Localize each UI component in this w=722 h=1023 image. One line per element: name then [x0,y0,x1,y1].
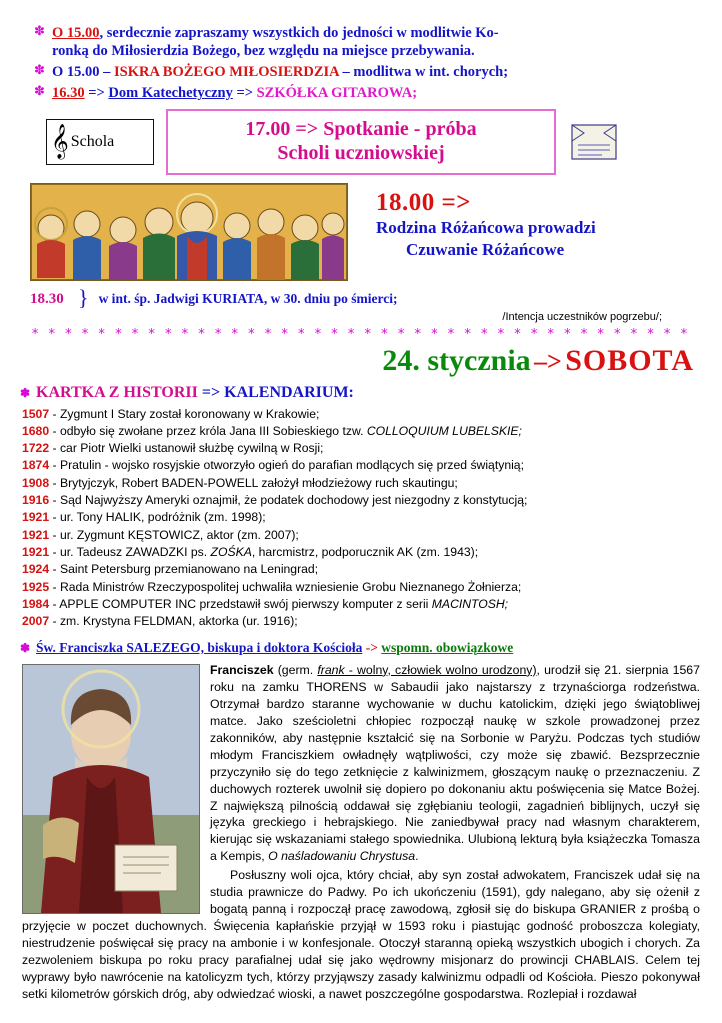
rosary-section [0,183,722,281]
szkolka-title: SZKÓŁKA GITAROWA; [256,85,418,102]
schola-label: Schola [70,132,115,150]
history-year: 2007 [22,614,50,629]
list-item [22,423,722,440]
saint-etym-rest: - wolny, człowiek wolno urodzony) [344,662,537,677]
history-text: - Zygmunt I Stary został koronowany w Krakowie; [49,406,320,421]
history-text: - Rada Ministrów Rzeczypospolitej uchwaliła wzniesienie Grobu Nieznanego Żołnierza; [49,579,522,594]
date-heading [0,344,722,378]
star-separator: * * * * * * * * * * * * * * * * * * * * * * * * * * * * * * * * * * * * * * * * [31,326,691,342]
history-text: - Sąd Najwyższy Ameryki oznajmił, że podatek dochodowy jest niezgodny z konstytucją; [49,493,528,508]
history-heading-b: => [197,383,225,401]
schola-meeting-line1: 17.00 => Spotkanie - próba [245,117,477,140]
intention-text: w int. śp. Jadwigi KURIATA, w 30. dniu po śmierci; [98,290,398,306]
iskra-title: ISKRA BOŻEGO MIŁOSIERDZIA [114,64,339,81]
history-year: 1916 [22,493,50,508]
rosary-time: 18.00 => [376,188,471,216]
list-item [22,579,722,596]
iskra-dash: – [99,64,115,81]
history-year: 1925 [22,579,50,594]
history-year: 1921 [22,510,50,525]
history-year: 1924 [22,562,50,577]
saint-name: Franciszek [210,662,274,677]
history-text: - zm. Krystyna FELDMAN, aktorka (ur. 1916); [49,614,298,629]
scroll-paper-icon [566,119,622,165]
schola-meeting-line2: Scholi uczniowskiej [277,141,445,164]
announcement-iskra [34,63,700,81]
szkolka-place: Dom Katechetyczny [108,85,233,102]
history-text: - ur. Tony HALIK, podróżnik (zm. 1998); [49,510,266,525]
saint-heading-arrow: -> [362,639,382,655]
history-text-italic: ZOŚKA [210,545,252,560]
history-year: 1921 [22,545,50,560]
saint-etym-open: (germ. [273,662,318,677]
schola-section [0,109,722,175]
list-item [22,492,722,509]
history-text: - APPLE COMPUTER INC przedstawił swój pierwszy komputer z serii [49,597,432,612]
koronka-text-2: ronką do Miłosierdzia Bożego, bez względu na miejsce przebywania. [52,43,475,60]
saint-body [0,662,722,1015]
list-item [22,613,722,630]
icon-artwork [30,183,348,281]
rosary-text-block [376,183,596,263]
saint-etym-word: frank [317,662,345,677]
szkolka-arrow-2: => [232,85,257,102]
szkolka-arrow-1: => [84,85,109,102]
history-text: - ur. Zygmunt KĘSTOWICZ, aktor (zm. 2007); [49,527,299,542]
history-text: - odbyło się zwołane przez króla Jana III Sobieskiego tzw. [49,423,367,438]
intention-time: 18.30 [30,290,64,307]
announcement-koronka [34,24,700,60]
history-text-2: , harcmistrz, podporucznik AK (zm. 1943); [251,545,479,560]
announcements-section [0,0,722,103]
saint-paragraph-1-rest: , urodził się 21. sierpnia 1567 roku na zamku THORENS w Sabaudii jako najstarszy z trzynaściorga rodzeństwa. Otrzymał bardzo staranne wychowanie w duchu katolickim, dzięki jego świątobliwej matce. Jako sześcioletni chłopiec rozpoczął naukę w szkole prowadzonej przez zakonników, aby następnie kształcić się na Sorbonie w Paryżu. Podczas tych studiów młodym Franciszkiem owładnęły wątpliwości, czy może się zbawić. Bezsprzecznie przyczyniło się do tego zetknięcie z kalwinizmem, głoszącym naukę o przeznaczeniu. Z duchowych rozterek uwolnił się dopiero po dokonaniu aktu poświęcenia się Matce Bożej. Z największą pilnością oddawał się zgłębianiu teologii, zagadnień biblijnych, uczył się języka greckiego i hebrajskiego. Nie zaniedbywał pracy nad własnym charakterem, kierując się wskazaniami stałego spowiednika. Ulubioną lekturą była książeczka Tomasza a Kempis, [210,662,700,864]
date-arrow: –> [534,346,562,376]
history-heading-a: KARTKA Z HISTORII [36,383,198,401]
announcement-szkolka [34,84,700,102]
saint-book-title: O naśladowaniu Chrystusa [268,849,416,864]
star-bullet-icon: ✽ [20,640,31,655]
list-item [22,509,722,526]
date-day: 24. stycznia [382,343,531,377]
history-text-italic: COLLOQUIUM LUBELSKIE; [366,423,522,438]
history-heading-c: KALENDARIUM: [224,383,354,401]
history-year: 1921 [22,527,50,542]
list-item [22,544,722,561]
history-year: 1722 [22,441,50,456]
history-year: 1680 [22,423,50,438]
history-heading [0,384,722,402]
star-bullet-icon: ✽ [34,84,45,100]
saint-heading [0,640,722,656]
treble-clef-icon: 𝄞 [51,123,69,159]
saint-paragraph-1-tail: . [415,849,419,864]
intention-brace: } [78,284,89,310]
history-year: 1507 [22,406,50,421]
iskra-rest: – modlitwa w int. chorych; [338,64,509,81]
saint-heading-note: wspomn. obowiązkowe [381,639,514,655]
history-text: - car Piotr Wielki ustanowił służbę cywilną w Rosji; [49,441,324,456]
schola-meeting-frame [166,109,556,175]
history-year: 1984 [22,597,50,612]
history-list [0,406,722,631]
history-text-italic: MACINTOSH; [431,597,509,612]
saint-paragraph-2: Posłuszny woli ojca, który chciał, aby syn został adwokatem, Franciszek udał się na studia prawnicze do Padwy. Po ich ukończeniu (1591), gdy nalegano, aby się ożenił z bogatą panną i rozpoczął pracę zawodową, zgłosił się do biskupa GRANIER z prośbą o przyjęcie w poczet duchownych. Święcenia kapłańskie przyjął w 1593 roku i piastując godność proboszcza kolegiaty, niestrudzenie poświęcał się pracy na ambonie i w konfesjonale. Otoczył staranną opieką wszystkich ubogich i chorych. Za zezwoleniem biskupa po roku pracy parafialnej udał się jako wędrowny misjonarz do prowincji CHABLAIS. Celem tej wyprawy było nawrócenie na katolicyzm tych, którzy przyjąwszy zasady kalwinizmu odpadli od Kościoła. Pieszo pokonywał setki kilometrów górskich dróg, aby odwiedzać wioski, a nawet poszczególne gospodarstwa. Rozlepiał i rozdawał [22,868,700,1002]
star-bullet-icon: ✽ [20,385,31,400]
history-text: - Brytyjczyk, Robert BADEN-POWELL założył młodzieżowy ruch skautingu; [49,475,458,490]
saint-heading-main: Św. Franciszka SALEZEGO, biskupa i doktora Kościoła [36,639,363,655]
schola-logo-box [46,119,154,165]
list-item [22,406,722,423]
list-item [22,440,722,457]
list-item [22,457,722,474]
history-year: 1874 [22,458,50,473]
list-item [22,596,722,613]
history-text: - Pratulin - wojsko rosyjskie otworzyło ogień do parafian modlących się przed świątynią; [49,458,524,473]
list-item [22,475,722,492]
rosary-line3: Czuwanie Różańcowe [406,240,565,260]
iskra-time: O 15.00 [52,64,100,81]
koronka-time: O 15.00 [52,25,100,41]
rosary-line2: Rodzina Różańcowa prowadzi [376,217,596,237]
intention-subtext: /Intencja uczestników pogrzebu/; [502,310,662,323]
history-text: - ur. Tadeusz ZAWADZKI ps. [49,545,211,560]
history-year: 1908 [22,475,50,490]
list-item [22,561,722,578]
star-bullet-icon: ✽ [34,24,45,39]
star-bullet-icon: ✽ [34,63,45,79]
intention-section [0,284,722,310]
koronka-text-1: , serdecznie zapraszamy wszystkich do jedności w modlitwie Ko- [99,25,499,41]
saint-portrait-image [22,664,200,914]
date-weekday: SOBOTA [565,343,694,377]
history-text: - Saint Petersburg przemianowano na Leningrad; [49,562,319,577]
list-item [22,527,722,544]
szkolka-time: 16.30 [52,85,85,102]
